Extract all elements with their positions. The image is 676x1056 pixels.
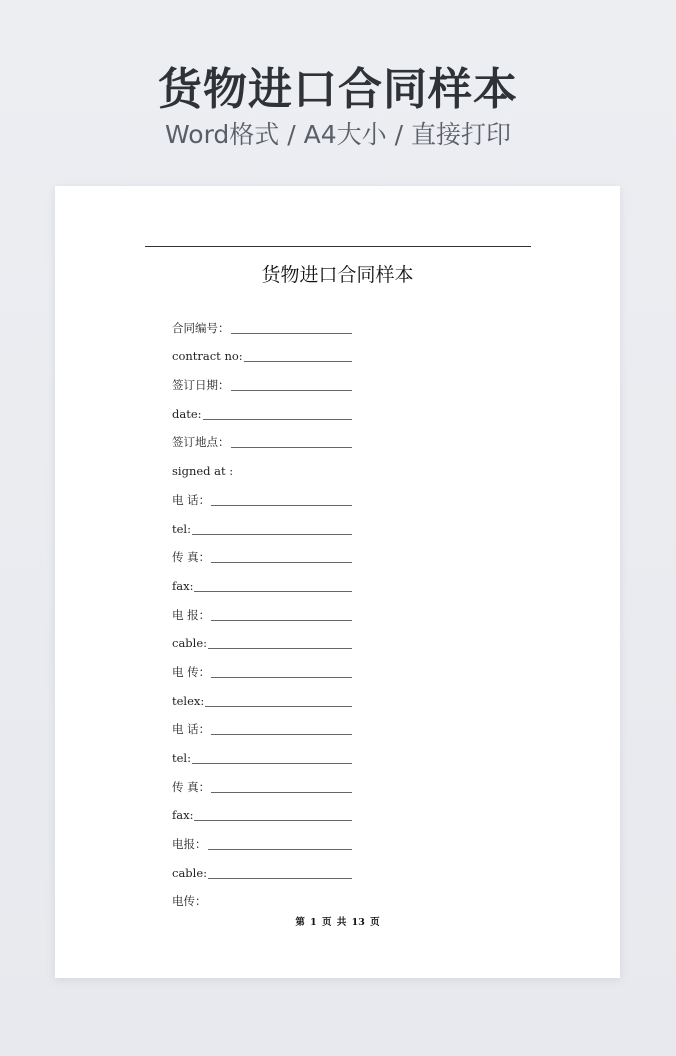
field-blank-line	[205, 706, 352, 707]
field-label: fax:	[172, 578, 194, 593]
header-rule	[145, 246, 531, 247]
form-field-row	[172, 795, 352, 824]
form-field-row	[172, 594, 352, 623]
form-field-row	[172, 422, 352, 451]
field-label: fax:	[172, 808, 194, 823]
field-blank-line	[211, 505, 352, 506]
field-blank-line	[194, 591, 352, 592]
form-field-row	[172, 881, 352, 910]
field-label: cable:	[172, 865, 208, 880]
field-label: 电 话：	[172, 492, 211, 507]
field-blank-line	[192, 534, 352, 535]
field-blank-line	[208, 878, 352, 879]
form-field-row	[172, 852, 352, 881]
field-label: 合同编号：	[172, 320, 230, 335]
field-label: tel:	[172, 521, 191, 536]
contract-fields	[172, 307, 352, 909]
field-blank-line	[211, 677, 352, 678]
field-label: 传 真：	[172, 779, 211, 794]
form-field-row	[172, 651, 352, 680]
form-field-row	[172, 823, 352, 852]
form-field-row	[172, 680, 352, 709]
field-label: 电报：	[172, 837, 207, 852]
field-label: signed at :	[172, 464, 234, 479]
field-blank-line	[231, 447, 353, 448]
field-blank-line	[203, 419, 352, 420]
field-blank-line	[211, 562, 352, 563]
field-blank-line	[244, 361, 352, 362]
document-page	[55, 186, 620, 978]
field-label: 签订地点：	[172, 435, 230, 450]
field-label: 电 话：	[172, 722, 211, 737]
field-label: contract no:	[172, 349, 243, 364]
form-field-row	[172, 508, 352, 537]
field-blank-line	[231, 333, 353, 334]
field-label: 签订日期：	[172, 378, 230, 393]
field-label: tel:	[172, 751, 191, 765]
form-field-row	[172, 307, 352, 336]
form-field-row	[172, 336, 352, 365]
field-label: 电传：	[172, 894, 207, 909]
banner-subtitle: Word格式 / A4大小 / 直接打印	[165, 120, 511, 149]
field-label: 电 报：	[172, 607, 211, 622]
field-label: 传 真：	[172, 550, 211, 565]
field-blank-line	[211, 734, 352, 735]
field-blank-line	[192, 763, 352, 764]
field-label: 电 传：	[172, 664, 211, 679]
field-blank-line	[208, 648, 352, 649]
form-field-row	[172, 565, 352, 594]
field-label: telex:	[172, 693, 205, 708]
form-field-row	[172, 450, 352, 479]
form-field-row	[172, 623, 352, 652]
form-field-row	[172, 393, 352, 422]
field-blank-line	[231, 390, 353, 391]
field-label: date:	[172, 406, 202, 421]
field-blank-line	[211, 792, 352, 793]
banner-title: 货物进口合同样本	[158, 64, 518, 115]
form-field-row	[172, 737, 352, 766]
form-field-row	[172, 766, 352, 795]
page-footer: 第 1 页 共 13 页	[295, 917, 380, 928]
form-field-row	[172, 537, 352, 566]
field-blank-line	[194, 820, 352, 821]
field-label: cable:	[172, 636, 208, 651]
form-field-row	[172, 709, 352, 738]
form-field-row	[172, 479, 352, 508]
form-field-row	[172, 364, 352, 393]
document-title: 货物进口合同样本	[261, 264, 414, 286]
field-blank-line	[208, 849, 353, 850]
field-blank-line	[211, 620, 352, 621]
